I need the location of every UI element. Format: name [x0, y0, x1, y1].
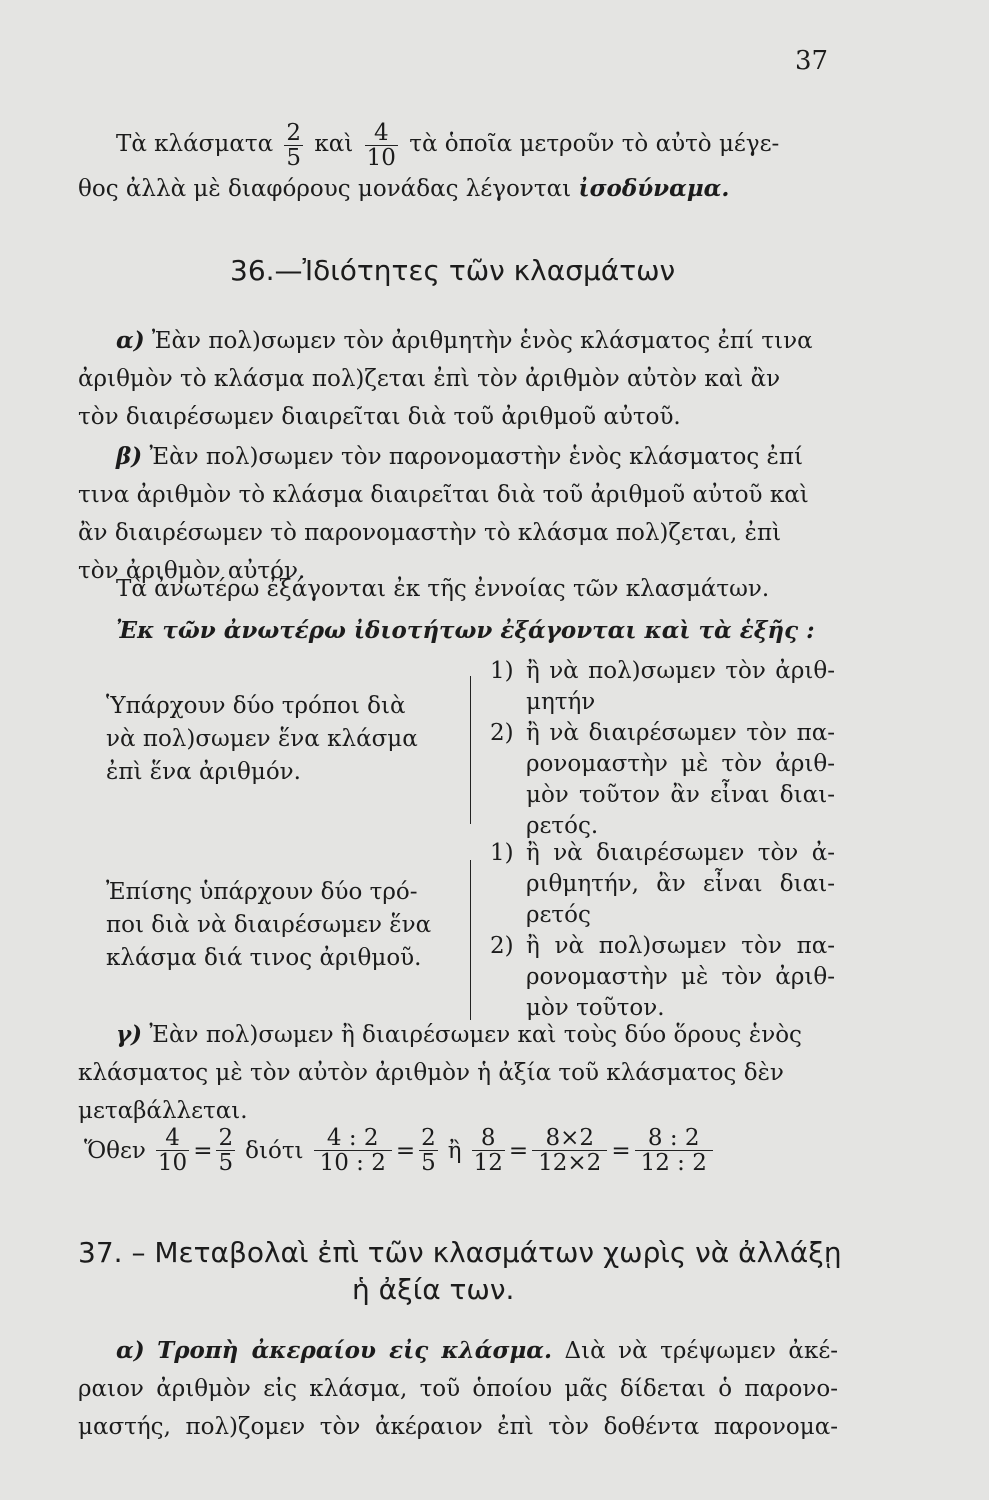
formula-frac-2-5: $\frac{2}{5}$: [218, 1125, 234, 1176]
formula-or: ἢ: [447, 1137, 462, 1164]
section-37-heading: 37. – Μεταβολαὶ ἐπὶ τῶν κλασμάτων χωρὶς νὰ ἀλλάξῃ ἡ ἀξία των.: [78, 1236, 842, 1306]
fraction-4-10: $\frac{4}{10}$: [366, 119, 396, 171]
intro-line2: θος ἀλλὰ μὲ διαφόρους μονάδας λέγονται: [78, 176, 572, 202]
marker-c: γ): [116, 1021, 143, 1048]
fraction-2-5: $\frac{2}{5}$: [286, 119, 302, 171]
div-option-1: 1) ἢ νὰ διαιρέσωμεν τὸν ἀ-ριθμητήν, ἂν εἶναι διαι-ρετός: [490, 840, 835, 928]
properties-lead: Ἐκ τῶν ἀνωτέρω ἰδιοτήτων ἐξάγονται καὶ τὰ ἑξῆς :: [116, 617, 815, 644]
paragraph-b: β) Ἐὰν πολ)σωμεν τὸν παρονομαστὴν ἑνὸς κλάσματος ἐπί τινα ἀριθμὸν τὸ κλάσμα διαιρεῖται διὰ τοῦ ἀριθμοῦ αὐτοῦ καὶ ἂν διαιρέσωμεν τὸ παρονομαστὴν τὸ κλάσμα πολ)ζεται, ἐπὶ τὸν ἀριθμὸν αὐτόν.: [78, 443, 809, 584]
equivalence-formula: Ὅθεν $\frac{4}{10}$ = $\frac{2}{5}$ διότι $\frac{4 : 2}{10 : 2}$ = $\frac{2}{5}$ ἢ $\frac{8}{12}$ = $\frac{8\times 2}{12\times 2}$ = $\frac{8 : 2}{12 : 2}$: [78, 1126, 838, 1175]
mult-option-1: 1) ἢ νὰ πολ)σωμεν τὸν ἀριθ-μητήν: [490, 658, 835, 715]
formula-frac-8-12: $\frac{8}{12}$: [473, 1125, 503, 1176]
formula-frac-div: $\frac{4 : 2}{10 : 2}$: [314, 1126, 392, 1175]
formula-frac-2-5-b: $\frac{2}{5}$: [421, 1125, 436, 1176]
page-number: 37: [795, 46, 829, 76]
mult-option-2: 2) ἢ νὰ διαιρέσωμεν τὸν πα-ρονομαστὴν μὲ τὸν ἀριθ-μὸν τοῦτον ἂν εἶναι διαι-ρετός.: [490, 720, 835, 839]
paragraph-a: α) Ἐὰν πολ)σωμεν τὸν ἀριθμητὴν ἑνὸς κλάσματος ἐπί τινα ἀριθμὸν τὸ κλάσμα πολ)ζεται ἐπὶ τὸν ἀριθμὸν αὐτὸν καὶ ἂν τὸν διαιρέσωμεν διαιρεῖται διὰ τοῦ ἀριθμοῦ αὐτοῦ.: [78, 327, 813, 430]
heading-37a: Τροπὴ ἀκεραίου εἰς κλάσμα.: [157, 1337, 552, 1364]
div-option-2: 2) ἢ νὰ πολ)σωμεν τὸν πα-ρονομαστὴν μὲ τὸν ἀριθ-μὸν τοῦτον.: [490, 933, 835, 1021]
formula-frac-4-10: $\frac{4}{10}$: [157, 1125, 188, 1176]
intro-after: τὰ ὁποῖα μετροῦν τὸ αὐτὸ μέγε-: [409, 131, 780, 157]
mult-left-text: Ὑπάρχουν δύο τρόποι διὰ νὰ πολ)σωμεν ἕνα κλάσμα ἐπὶ ἕνα ἀριθμόν.: [106, 693, 418, 785]
marker-37a: α): [116, 1337, 145, 1364]
section-36-heading: 36.—Ἰδιότητες τῶν κλασμάτων: [230, 254, 676, 287]
intro-before: Τὰ κλάσματα: [116, 131, 274, 157]
mult-options: [490, 656, 835, 842]
term-isodynama: ἰσοδύναμα.: [578, 175, 730, 202]
mult-brace: [470, 676, 471, 824]
paragraph-c: γ) Ἐὰν πολ)σωμεν ἢ διαιρέσωμεν καὶ τοὺς δύο ὅρους ἑνὸς κλάσματος μὲ τὸν αὐτὸν ἀριθμὸν ἡ ἀξία τοῦ κλάσματος δὲν μεταβάλλεται.: [78, 1021, 802, 1124]
marker-b: β): [116, 443, 143, 470]
paragraph-37a: α) Τροπὴ ἀκεραίου εἰς κλάσμα. Διὰ νὰ τρέψωμεν ἀκέ- ραιον ἀριθμὸν εἰς κλάσμα, τοῦ ὁποίου μᾶς δίδεται ὁ παρονο- μαστής, πολ)ζομεν τὸν ἀκέραιον ἐπὶ τὸν δοθέντα παρονομα-: [78, 1337, 839, 1440]
formula-frac-mult: $\frac{8\times 2}{12\times 2}$: [532, 1126, 607, 1175]
div-options: [490, 838, 835, 1024]
marker-a: α): [116, 327, 145, 354]
intro-and: καὶ: [314, 131, 354, 157]
intro-paragraph: [78, 118, 838, 208]
formula-frac-div2: $\frac{8 : 2}{12 : 2}$: [635, 1126, 713, 1175]
formula-hence: Ὅθεν: [84, 1137, 146, 1164]
formula-because: διότι: [245, 1137, 304, 1164]
div-brace: [470, 860, 471, 1020]
div-left-text: Ἐπίσης ὑπάρχουν δύο τρό- ποι διὰ νὰ διαιρέσωμεν ἕνα κλάσμα διά τινος ἀριθμοῦ.: [106, 879, 432, 971]
derive-line: Τὰ ἀνωτέρω ἐξάγονται ἐκ τῆς ἐννοίας τῶν κλασμάτων.: [116, 576, 770, 602]
